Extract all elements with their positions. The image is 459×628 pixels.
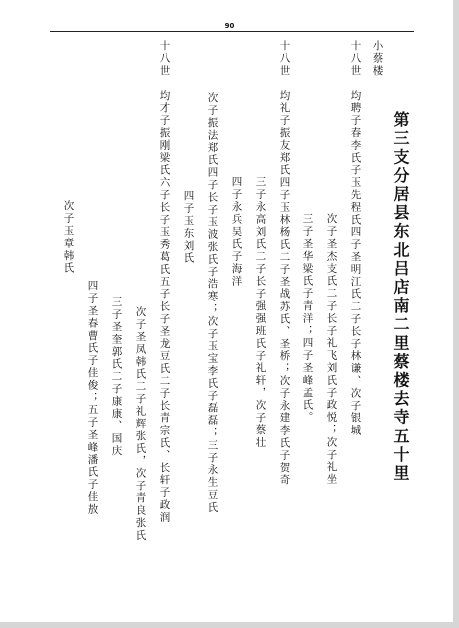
text-column-9: 四子玉东刘氏: [182, 190, 195, 265]
text-column-14: 次子玉章韩氏: [62, 200, 75, 275]
text-column-4: 三子圣华梁氏子青洋；四子圣峰孟氏。: [301, 213, 314, 424]
text-column-11: 次子圣凤韩氏二子礼辉张氏，次子青良张氏: [134, 306, 147, 542]
text-column-12: 三子圣奎郭氏二子康康、国庆: [110, 296, 123, 458]
text-column-5: 十八世 均礼子振友郑氏四子玉林杨氏二子圣战苏氏、圣桥；次子永建李氏子贺奇: [278, 40, 291, 487]
page-shadow-bottom: [0, 622, 459, 628]
text-column-10: 十八世 均才子振刚梁氏六子长子玉秀葛氏五子长子圣龙豆氏二子长青宗氏、长轩子政润: [158, 40, 171, 524]
text-column-2: 十八世 均聘子春李氏子玉先程氏四子圣明江氏二子长子林谦、次子银城: [349, 40, 362, 437]
page-shadow-right: [453, 0, 459, 628]
text-column-13: 四子圣春曹氏子佳俊；五子圣峰潘氏子佳敖: [86, 280, 99, 516]
top-rule: [50, 31, 414, 32]
text-column-6: 三子永高刘氏二子长子强强班氏子礼轩，次子蔡壮: [254, 176, 267, 449]
text-column-8: 次子振法郑氏四子长子玉波张氏子浩寒；次子玉宝李氏子磊磊；三子永生豆氏: [206, 92, 219, 514]
page-title: 第三支分居县东北吕店南二里蔡楼去寺五十里: [391, 111, 410, 483]
text-column-7: 四子永兵吴氏子海洋: [230, 176, 243, 288]
text-column-1: 小蔡楼: [371, 40, 384, 78]
page-number: 90: [224, 22, 235, 30]
text-column-3: 次子圣杰支氏二子长子礼飞刘氏子政悦；次子礼坐: [325, 213, 338, 486]
